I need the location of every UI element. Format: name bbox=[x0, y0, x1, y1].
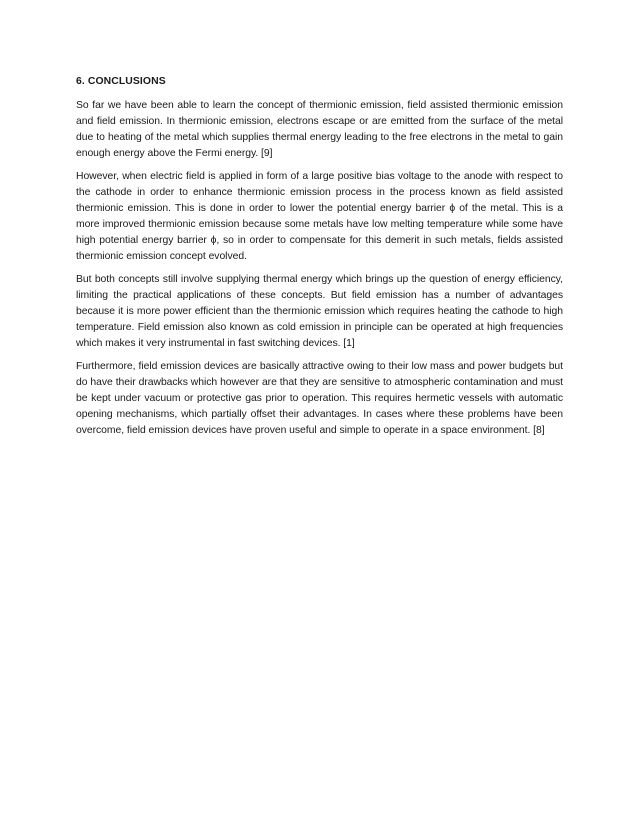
document-page bbox=[76, 74, 563, 446]
paragraph-field-assisted: However, when electric field is applied in form of a large positive bias voltage to the anode with respect to the cathode in order to enhance thermionic emission process in the process known as field assisted thermionic emission. This is done in order to lower the potential energy barrier ϕ of the metal. This is a more improved thermionic emission because some metals have low melting temperature while some have high potential energy barrier ϕ, so in order to compensate for this demerit in such metals, fields assisted thermionic emission concept evolved. bbox=[76, 171, 563, 262]
paragraph-intro: So far we have been able to learn the concept of thermionic emission, field assisted thermionic emission and field emission. In thermionic emission, electrons escape or are emitted from the surface of the metal due to heating of the metal which supplies thermal energy leading to the free electrons in the metal to gain enough energy above the Fermi energy. [9] bbox=[76, 100, 563, 159]
paragraph-furthermore: Furthermore, field emission devices are basically attractive owing to their low mass and power budgets but do have their drawbacks which however are that they are sensitive to atmospheric contamination and must be kept under vacuum or protective gas prior to operation. This requires hermetic vessels with automatic opening mechanisms, which partially offset their advantages. In cases where these problems have been overcome, field emission devices have proven useful and simple to operate in a space environment. [8] bbox=[76, 361, 563, 436]
section-heading: 6. CONCLUSIONS bbox=[76, 76, 166, 87]
paragraph-field-emission: But both concepts still involve supplying thermal energy which brings up the question of energy efficiency, limiting the practical applications of these concepts. But field emission has a number of advantages because it is more power efficient than the thermionic emission which requires heating the cathode to high temperature. Field emission also known as cold emission in principle can be operated at high frequencies which makes it very instrumental in fast switching devices. [1] bbox=[76, 274, 563, 349]
